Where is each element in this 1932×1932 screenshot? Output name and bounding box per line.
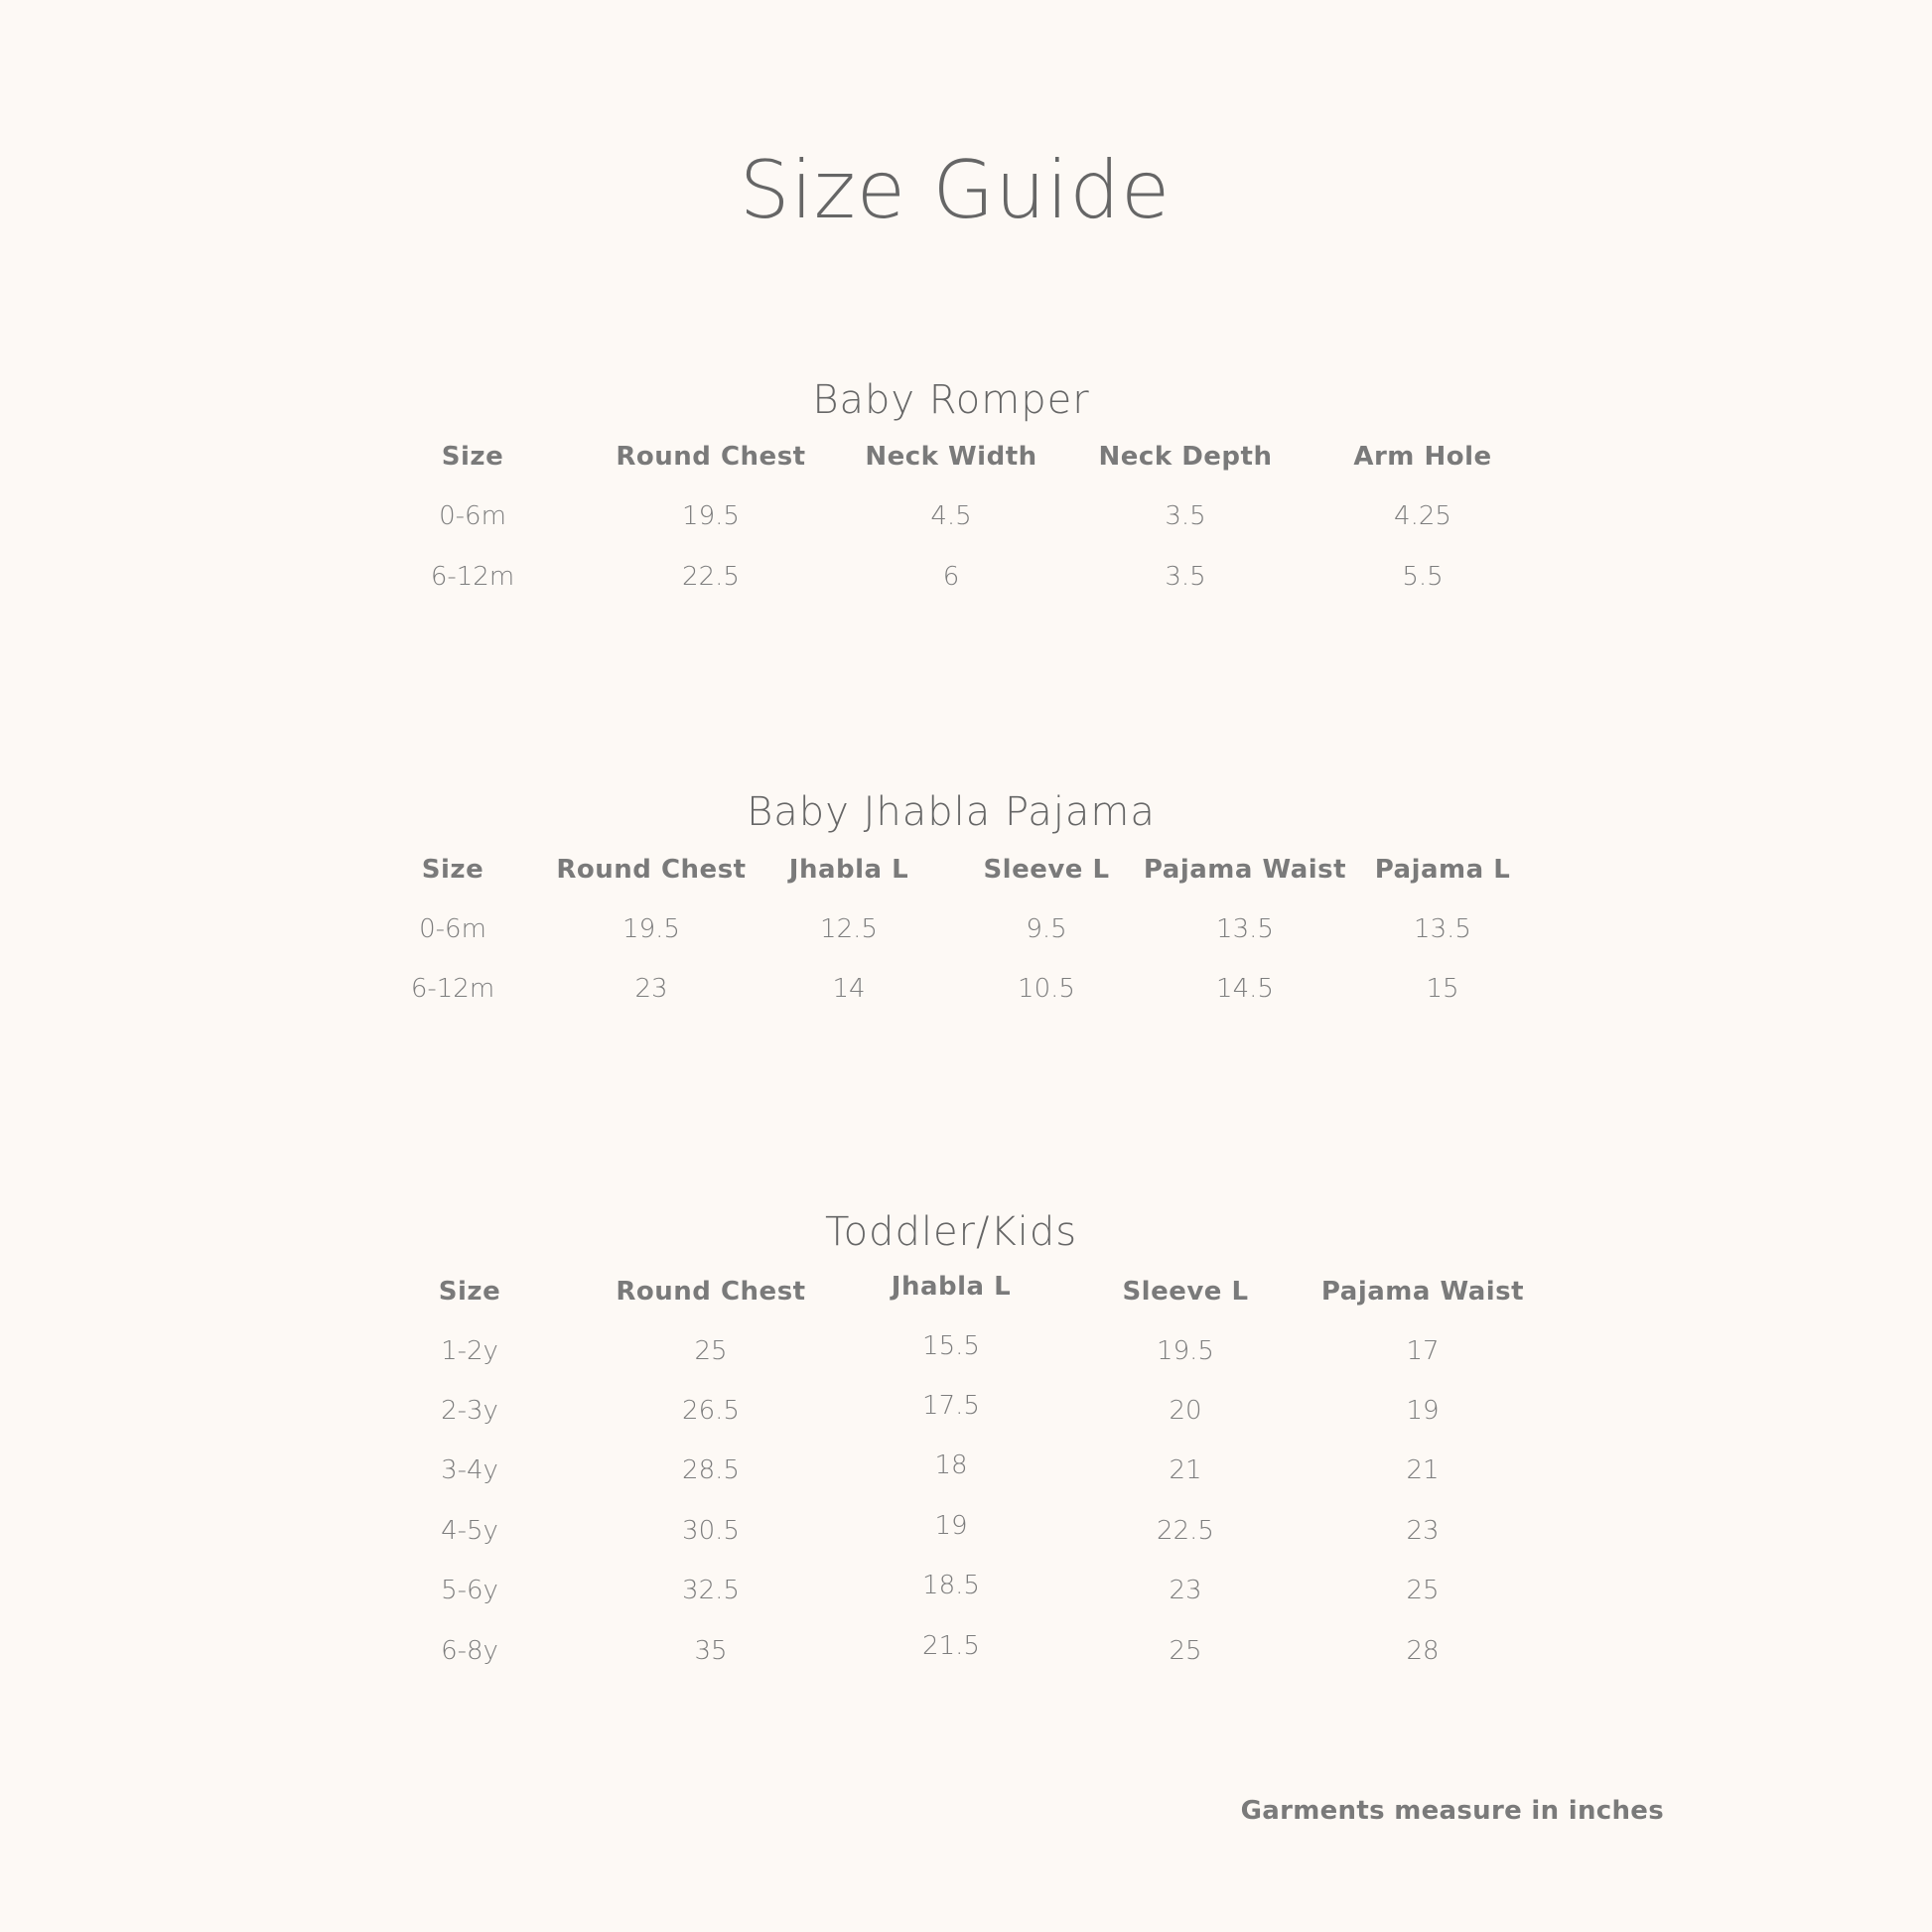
romper-header-round-chest: Round Chest — [616, 442, 806, 472]
toddler-cell-pajama-waist: 17 — [1406, 1336, 1440, 1366]
romper-title: Baby Romper — [812, 377, 1090, 423]
romper-cell-round-chest: 22.5 — [682, 562, 740, 592]
jhabla-cell-size: 6-12m — [410, 974, 495, 1004]
toddler-cell-size: 3-4y — [441, 1455, 498, 1485]
toddler-cell-pajama-waist: 25 — [1406, 1576, 1440, 1605]
jhabla-cell-size: 0-6m — [419, 914, 486, 944]
toddler-cell-jhabla-l: 19 — [934, 1511, 968, 1541]
toddler-cell-round-chest: 32.5 — [682, 1576, 740, 1605]
toddler-cell-jhabla-l: 21.5 — [922, 1631, 980, 1661]
jhabla-cell-jhabla-l: 14 — [832, 974, 866, 1004]
romper-header-size: Size — [441, 442, 504, 472]
romper-cell-size: 0-6m — [439, 501, 506, 531]
romper-cell-arm-hole: 4.25 — [1394, 501, 1451, 531]
toddler-cell-sleeve-l: 22.5 — [1157, 1516, 1214, 1546]
toddler-cell-jhabla-l: 17.5 — [922, 1391, 980, 1421]
toddler-cell-sleeve-l: 19.5 — [1157, 1336, 1214, 1366]
jhabla-header-pajama-waist: Pajama Waist — [1143, 855, 1347, 885]
jhabla-cell-jhabla-l: 12.5 — [820, 914, 878, 944]
toddler-header-round-chest: Round Chest — [616, 1277, 806, 1307]
toddler-cell-round-chest: 30.5 — [682, 1516, 740, 1546]
toddler-header-sleeve-l: Sleeve L — [1122, 1277, 1249, 1307]
page-title: Size Guide — [739, 144, 1172, 236]
jhabla-title: Baby Jhabla Pajama — [747, 789, 1156, 835]
toddler-cell-round-chest: 25 — [694, 1336, 728, 1366]
toddler-cell-round-chest: 35 — [694, 1636, 728, 1666]
romper-cell-neck-width: 4.5 — [930, 501, 972, 531]
romper-cell-neck-depth: 3.5 — [1165, 501, 1206, 531]
toddler-cell-jhabla-l: 15.5 — [922, 1331, 980, 1361]
jhabla-header-sleeve-l: Sleeve L — [983, 855, 1110, 885]
jhabla-cell-sleeve-l: 10.5 — [1018, 974, 1075, 1004]
toddler-cell-pajama-waist: 19 — [1406, 1396, 1440, 1426]
toddler-cell-round-chest: 26.5 — [682, 1396, 740, 1426]
toddler-cell-sleeve-l: 20 — [1169, 1396, 1202, 1426]
toddler-cell-pajama-waist: 28 — [1406, 1636, 1440, 1666]
toddler-cell-sleeve-l: 25 — [1169, 1636, 1202, 1666]
toddler-cell-pajama-waist: 21 — [1406, 1455, 1440, 1485]
romper-cell-size: 6-12m — [430, 562, 515, 592]
toddler-cell-pajama-waist: 23 — [1406, 1516, 1440, 1546]
toddler-title: Toddler/Kids — [824, 1209, 1078, 1255]
units-footnote: Garments measure in inches — [1240, 1796, 1664, 1826]
romper-cell-neck-width: 6 — [942, 562, 960, 592]
toddler-cell-jhabla-l: 18.5 — [922, 1571, 980, 1600]
jhabla-cell-pajama-l: 13.5 — [1414, 914, 1471, 944]
toddler-cell-size: 2-3y — [441, 1396, 498, 1426]
jhabla-header-size: Size — [421, 855, 484, 885]
romper-cell-arm-hole: 5.5 — [1402, 562, 1444, 592]
jhabla-header-jhabla-l: Jhabla L — [788, 855, 909, 885]
toddler-cell-jhabla-l: 18 — [934, 1450, 968, 1480]
jhabla-cell-pajama-waist: 14.5 — [1216, 974, 1274, 1004]
toddler-header-jhabla-l: Jhabla L — [891, 1272, 1012, 1302]
toddler-cell-size: 6-8y — [441, 1636, 498, 1666]
toddler-cell-sleeve-l: 23 — [1169, 1576, 1202, 1605]
romper-header-arm-hole: Arm Hole — [1353, 442, 1492, 472]
toddler-cell-size: 4-5y — [441, 1516, 498, 1546]
jhabla-cell-round-chest: 23 — [634, 974, 668, 1004]
romper-cell-neck-depth: 3.5 — [1165, 562, 1206, 592]
jhabla-header-round-chest: Round Chest — [556, 855, 747, 885]
toddler-cell-sleeve-l: 21 — [1169, 1455, 1202, 1485]
toddler-cell-size: 5-6y — [441, 1576, 498, 1605]
toddler-header-pajama-waist: Pajama Waist — [1320, 1277, 1525, 1307]
romper-header-neck-width: Neck Width — [865, 442, 1037, 472]
jhabla-header-pajama-l: Pajama L — [1374, 855, 1511, 885]
toddler-cell-round-chest: 28.5 — [682, 1455, 740, 1485]
toddler-cell-size: 1-2y — [441, 1336, 498, 1366]
jhabla-cell-pajama-waist: 13.5 — [1216, 914, 1274, 944]
jhabla-cell-round-chest: 19.5 — [622, 914, 680, 944]
romper-cell-round-chest: 19.5 — [682, 501, 740, 531]
toddler-header-size: Size — [438, 1277, 501, 1307]
jhabla-cell-sleeve-l: 9.5 — [1026, 914, 1067, 944]
romper-header-neck-depth: Neck Depth — [1098, 442, 1273, 472]
jhabla-cell-pajama-l: 15 — [1426, 974, 1459, 1004]
